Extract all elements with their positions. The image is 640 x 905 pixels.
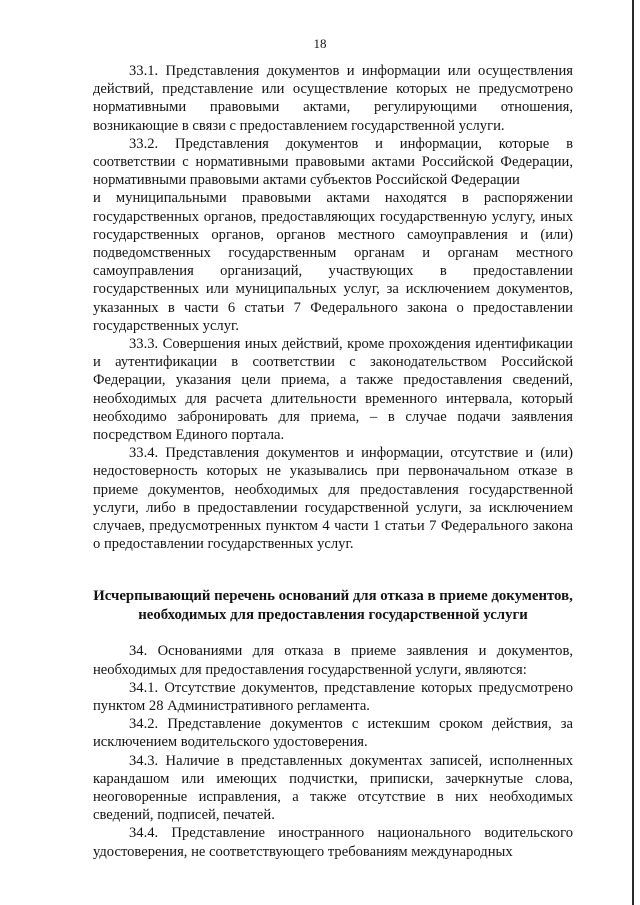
paragraph-33-4: 33.4. Представления документов и информации, отсутствие и (или) недостоверность которых не указывались при первоначальном отказе в приеме документов, необходимых для предоставления государственной услуги, либо в предоставлении государственной услуги, за исключением случаев, предусмотренных пунктом 4 части 1 статьи 7 Федерального закона о предоставлении государственных услуг. (93, 445, 573, 553)
scan-edge-line (632, 0, 634, 905)
paragraph-33-1: 33.1. Представления документов и информации или осуществления действий, представление или осуществление которых не предусмотрено нормативными правовыми актами, регулирующими отношения, возникающие в связи с предоставлением государственной услуги. (93, 63, 573, 134)
paragraph-34: 34. Основаниями для отказа в приеме заявления и документов, необходимых для предоставления государственной услуги, являются: (93, 643, 573, 678)
section-heading: Исчерпывающий перечень оснований для отказа в приеме документов, необходимых для предоставления государственной услуги (93, 588, 573, 623)
paragraph-34-1: 34.1. Отсутствие документов, представление которых предусмотрено пунктом 28 Административного регламента. (93, 679, 573, 714)
paragraph-34-2: 34.2. Представление документов с истекшим сроком действия, за исключением водительского удостоверения. (93, 716, 573, 751)
paragraph-33-3: 33.3. Совершения иных действий, кроме прохождения идентификации и аутентификации в соответствии с законодательством Российской Федерации, указания цели приема, а также предоставления сведений, необходимых для расчета длительности временного интервала, который необходимо забронировать для приема, – в случае подачи заявления посредством Единого портала. (93, 336, 573, 444)
paragraph-33-2: 33.2. Представления документов и информации, которые в соответствии с нормативными правовыми актами Российской Федерации, нормативными правовыми актами субъектов Российской Федерации (93, 135, 573, 189)
paragraph-34-4: 34.4. Представление иностранного национального водительского удостоверения, не соответствующего требованиям международных (93, 825, 573, 860)
document-body (93, 62, 573, 861)
paragraph-33-2-continued: и муниципальными правовыми актами находятся в распоряжении государственных органов, предоставляющих государственную услугу, иных государственных органов, органов местного самоуправления и (или) подведомственных государственным органам и органам местного самоуправления организаций, участвующих в предоставлении государственных или муниципальных услуг, за исключением документов, указанных в части 6 статьи 7 Федерального закона о предоставлении государственных услуг. (93, 190, 573, 334)
paragraph-34-3: 34.3. Наличие в представленных документах записей, исполненных карандашом или имеющих подчистки, приписки, зачеркнутые слова, неоговоренные исправления, а также отсутствие в них необходимых сведений, подписей, печатей. (93, 752, 573, 824)
page-number: 18 (313, 36, 327, 51)
